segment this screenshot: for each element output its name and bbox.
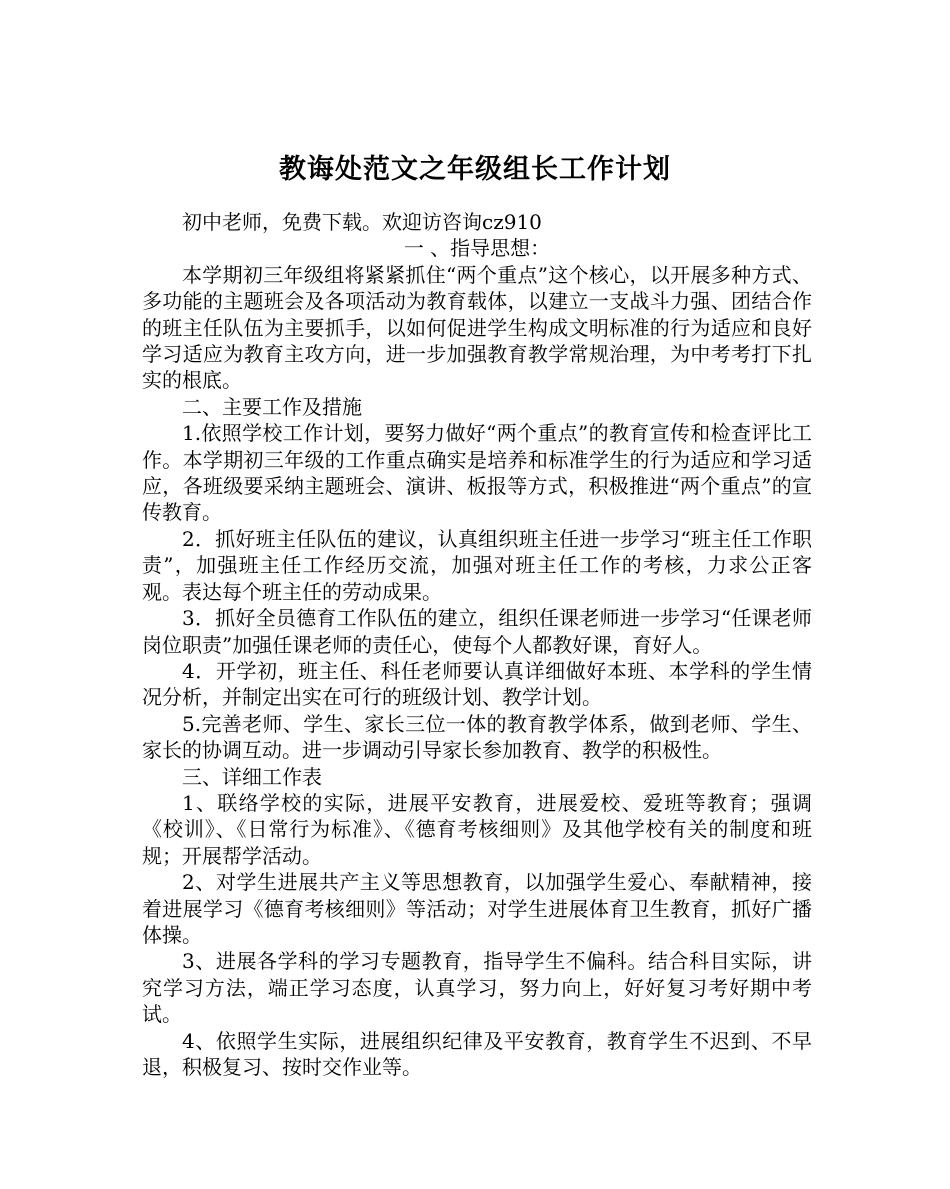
paragraph-guiding-ideology: 本学期初三年级组将紧紧抓住“两个重点”这个核心，以开展多种方式、多功能的主题班会及各项活动为教育载体，以建立一支战斗力强、团结合作的班主任队伍为主要抓手，以如何促进学生构成文明标准的行为适应和良好学习适应为教育主攻方向，进一步加强教育教学常规治理，为中考考打下扎实的根底。: [142, 262, 812, 393]
main-work-item-5: 5.完善老师、学生、家长三位一体的教育教学体系，做到老师、学生、家长的协调互动。进一步调动引导家长参加教育、教学的积极性。: [142, 711, 812, 763]
main-work-item-2: 2．抓好班主任队伍的建议，认真组织班主任进一步学习“班主任工作职责”，加强班主任工作经历交流，加强对班主任工作的考核，力求公正客观。表达每个班主任的劳动成果。: [142, 526, 812, 604]
schedule-item-1: 1、联络学校的实际，进展平安教育，进展爱校、爱班等教育；强调《校训》、《日常行为标准》、《德育考核细则》及其他学校有关的制度和班规；开展帮学活动。: [142, 790, 812, 868]
main-work-item-3: 3．抓好全员德育工作队伍的建立，组织任课老师进一步学习“任课老师岗位职责”加强任课老师的责任心，使每个人都教好课，育好人。: [142, 606, 812, 657]
schedule-item-2: 2、对学生进展共产主义等思想教育，以加强学生爱心、奉献精神，接着进展学习《德育考核细则》等活动；对学生进展体育卫生教育，抓好广播体操。: [142, 870, 812, 947]
schedule-item-3: 3、进展各学科的学习专题教育，指导学生不偏科。结合科目实际，讲究学习方法，端正学习态度，认真学习，努力向上，好好复习考好期中考试。: [142, 949, 812, 1027]
main-work-item-1: 1.依照学校工作计划，要努力做好“两个重点”的教育宣传和检查评比工作。本学期初三年级的工作重点确实是培养和标准学生的行为适应和学习适应，各班级要采纳主题班会、演讲、板报等方式，积极推进“两个重点”的宣传教育。: [142, 421, 812, 525]
schedule-item-4: 4、依照学生实际，进展组织纪律及平安教育，教育学生不迟到、不早退，积极复习、按时交作业等。: [142, 1028, 812, 1079]
main-work-item-4: 4．开学初，班主任、科任老师要认真详细做好本班、本学科的学生情况分析，并制定出实在可行的班级计划、教学计划。: [142, 658, 812, 710]
document-title: 教诲处范文之年级组长工作计划: [279, 154, 671, 186]
section-heading-guiding-ideology: 一 、指导思想：: [403, 236, 551, 261]
section-heading-detailed-schedule: 三、详细工作表: [182, 764, 322, 789]
section-heading-main-work: 二、主要工作及措施: [182, 394, 362, 419]
document-body: [142, 209, 812, 1080]
intro-line: 初中老师，免费下载。欢迎访咨询cz910: [182, 210, 542, 234]
